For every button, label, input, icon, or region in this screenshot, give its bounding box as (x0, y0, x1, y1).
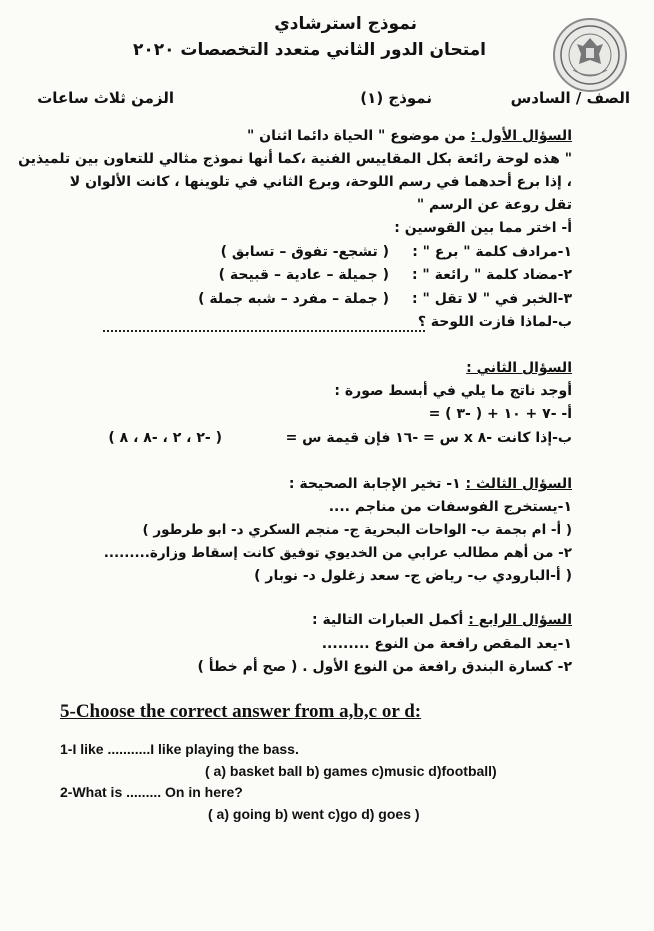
q4-instruction: أكمل العبارات التالية : (311, 612, 464, 628)
header-title-1: نموذج استرشادي (274, 14, 417, 34)
q1-item-2: ٢-مضاد كلمة " رائعة " : (411, 267, 572, 283)
q3-heading: السؤال الثالث : (465, 476, 572, 492)
q1-passage-line-1: " هذه لوحة رائعة بكل المقاييس الفنية ،كما أنها نموذج مثالي للتعاون بين تلميذين (18, 151, 572, 167)
q1-item-1: ١-مرادف كلمة " برع " : (412, 244, 572, 260)
q3-item-2-choices: ( أ-البارودي ب- رياض ج- سعد زغلول د- نوبار ) (254, 568, 572, 584)
q4-heading: السؤال الرابع : (468, 612, 572, 628)
q1-part-b: ب-لماذا فازت اللوحة ؟ (417, 314, 572, 330)
header-title-2: امتحان الدور الثاني متعدد التخصصات ٢٠٢٠ (132, 40, 486, 60)
q1-item-3-choices: ( جملة – مفرد – شبه جملة ) (198, 291, 389, 307)
q2-part-b-choices: ( -٢ ، ٢ ، -٨ ، ٨ ) (108, 430, 222, 446)
q3-item-1-choices: ( أ- ام بجمة ب- الواحات البحرية ج- منجم السكري د- ابو طرطور ) (142, 522, 572, 538)
q2-instruction: أوجد ناتج ما يلي في أبسط صورة : (334, 383, 572, 399)
model-label: نموذج (١) (360, 89, 432, 107)
q5-item-2-choices: ( a) going b) went c)go d) goes ) (208, 806, 420, 822)
q4-header (312, 612, 572, 628)
q1-passage-line-2: ، إذا برع أحدهما في رسم اللوحة، وبرع الثاني في تلوينها ، كانت الألوان لا (69, 174, 572, 190)
q1-instruction: أ- اختر مما بين القوسين : (394, 220, 572, 236)
q2-heading: السؤال الثاني : (466, 360, 572, 376)
q4-item-1: ١-يعد المقص رافعة من النوع ......... (321, 636, 572, 652)
q3-item-1: ١-يستخرج الفوسفات من مناجم .... (328, 499, 572, 515)
q3-header (289, 476, 572, 492)
time-label: الزمن ثلاث ساعات (37, 89, 174, 107)
q5-heading: 5-Choose the correct answer from a,b,c or d: (60, 701, 422, 722)
q5-item-1: 1-I like ...........I like playing the bass. (60, 741, 299, 757)
q2-part-b: ب-إذا كانت -٨ x س = -١٦ فإن قيمة س = (285, 430, 572, 446)
ministry-emblem-icon (553, 18, 627, 92)
grade-label: الصف / السادس (510, 89, 630, 107)
q3-instruction: ١- تخير الإجابة الصحيحة : (288, 476, 461, 492)
q2-part-a: أ- -٧ + ١٠ + ( -٣ ) = (428, 406, 572, 422)
q1-item-3: ٣-الخبر في " لا تقل " : (412, 291, 572, 307)
q1-item-2-choices: ( جميلة – عادية – قبيحة ) (218, 267, 389, 283)
q1-item-1-choices: ( تشجع- تفوق – تسابق ) (220, 244, 389, 260)
q1-passage-line-3: تقل روعة عن الرسم " (416, 197, 572, 213)
q1-heading: السؤال الأول : (470, 128, 572, 144)
q3-item-2: ٢- من أهم مطالب عرابي من الخديوي توفيق كانت إسقاط وزارة......... (103, 545, 572, 561)
q5-item-1-choices: ( a) basket ball b) games c)music d)football) (205, 763, 497, 779)
answer-line (103, 330, 425, 332)
q5-item-2: 2-What is ......... On in here? (60, 784, 243, 800)
q1-header (247, 128, 572, 144)
q1-topic: من موضوع " الحياة دائما اثنان " (247, 128, 466, 144)
q4-item-2: ٢- كسارة البندق رافعة من النوع الأول . ( صح أم خطأ ) (197, 659, 572, 675)
